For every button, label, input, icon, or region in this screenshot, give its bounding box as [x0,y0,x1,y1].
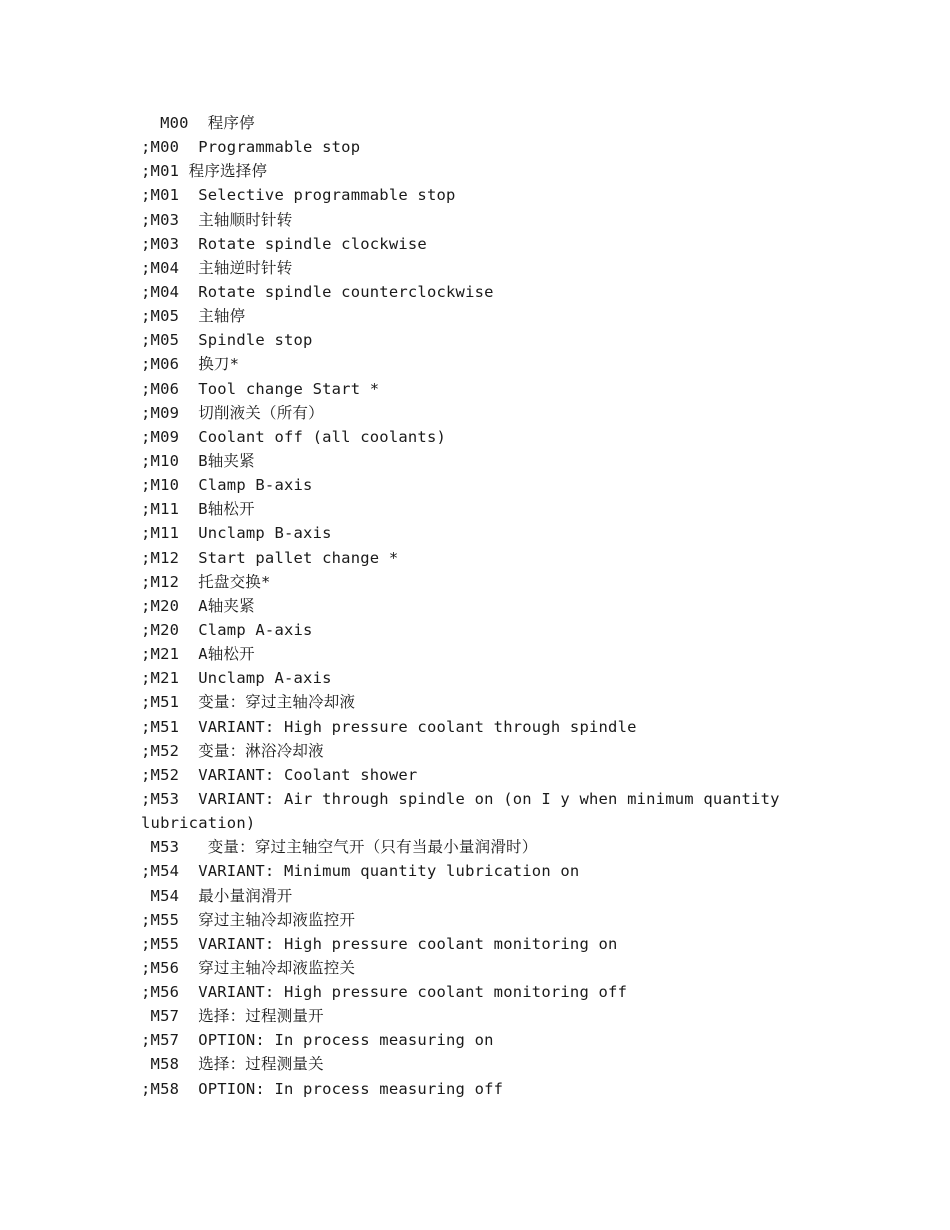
code-line: ;M21 A轴松开 [141,645,255,664]
code-line: ;M00 Programmable stop [141,138,361,157]
code-line: M57 选择：过程测量开 [141,1007,324,1026]
code-line-continuation: lubrication) [141,814,256,833]
code-line: ;M06 换刀* [141,355,240,374]
code-line: ;M20 Clamp A-axis [141,620,313,639]
code-line: ;M01 程序选择停 [141,162,268,181]
code-line: ;M11 Unclamp B-axis [141,524,332,543]
code-line: ;M09 Coolant off (all coolants) [141,427,447,446]
code-line: ;M10 B轴夹紧 [141,451,255,470]
code-line: ;M20 A轴夹紧 [141,596,255,615]
code-line: ;M56 穿过主轴冷却液监控关 [141,958,356,977]
code-line: ;M51 VARIANT: High pressure coolant through spindle [141,717,637,736]
code-line: ;M01 Selective programmable stop [141,186,456,205]
code-line: ;M10 Clamp B-axis [141,476,313,495]
code-line: ;M55 VARIANT: High pressure coolant monitoring on [141,934,618,953]
code-line: M53 变量：穿过主轴空气开（只有当最小量润滑时） [141,838,538,857]
code-line: M00 程序停 [141,114,255,132]
code-line: ;M56 VARIANT: High pressure coolant monitoring off [141,983,628,1002]
code-line: ;M58 OPTION: In process measuring off [141,1079,504,1098]
code-line: ;M04 Rotate spindle counterclockwise [141,282,494,301]
code-line: ;M09 切削液关（所有） [141,403,324,422]
code-line: ;M52 变量：淋浴冷却液 [141,741,324,760]
code-line: ;M03 Rotate spindle clockwise [141,234,427,253]
code-line: ;M57 OPTION: In process measuring on [141,1031,494,1050]
code-line: ;M11 B轴松开 [141,500,255,519]
code-line: ;M51 变量：穿过主轴冷却液 [141,693,356,712]
code-line: ;M06 Tool change Start * [141,379,380,398]
code-line: M54 最小量润滑开 [141,886,293,905]
code-line: ;M53 VARIANT: Air through spindle on (on I y when minimum quantity [141,789,780,808]
m-code-list [141,111,841,1101]
code-line: ;M21 Unclamp A-axis [141,669,332,688]
code-line: ;M03 主轴顺时针转 [141,210,293,229]
code-line: ;M12 托盘交换* [141,572,271,591]
code-line: ;M55 穿过主轴冷却液监控开 [141,910,356,929]
code-line: M58 选择：过程测量关 [141,1055,324,1074]
code-line: ;M04 主轴逆时针转 [141,258,293,277]
code-line: ;M05 Spindle stop [141,331,313,350]
code-line: ;M12 Start pallet change * [141,548,399,567]
code-line: ;M05 主轴停 [141,307,246,326]
code-line: ;M54 VARIANT: Minimum quantity lubrication on [141,862,580,881]
code-line: ;M52 VARIANT: Coolant shower [141,765,418,784]
